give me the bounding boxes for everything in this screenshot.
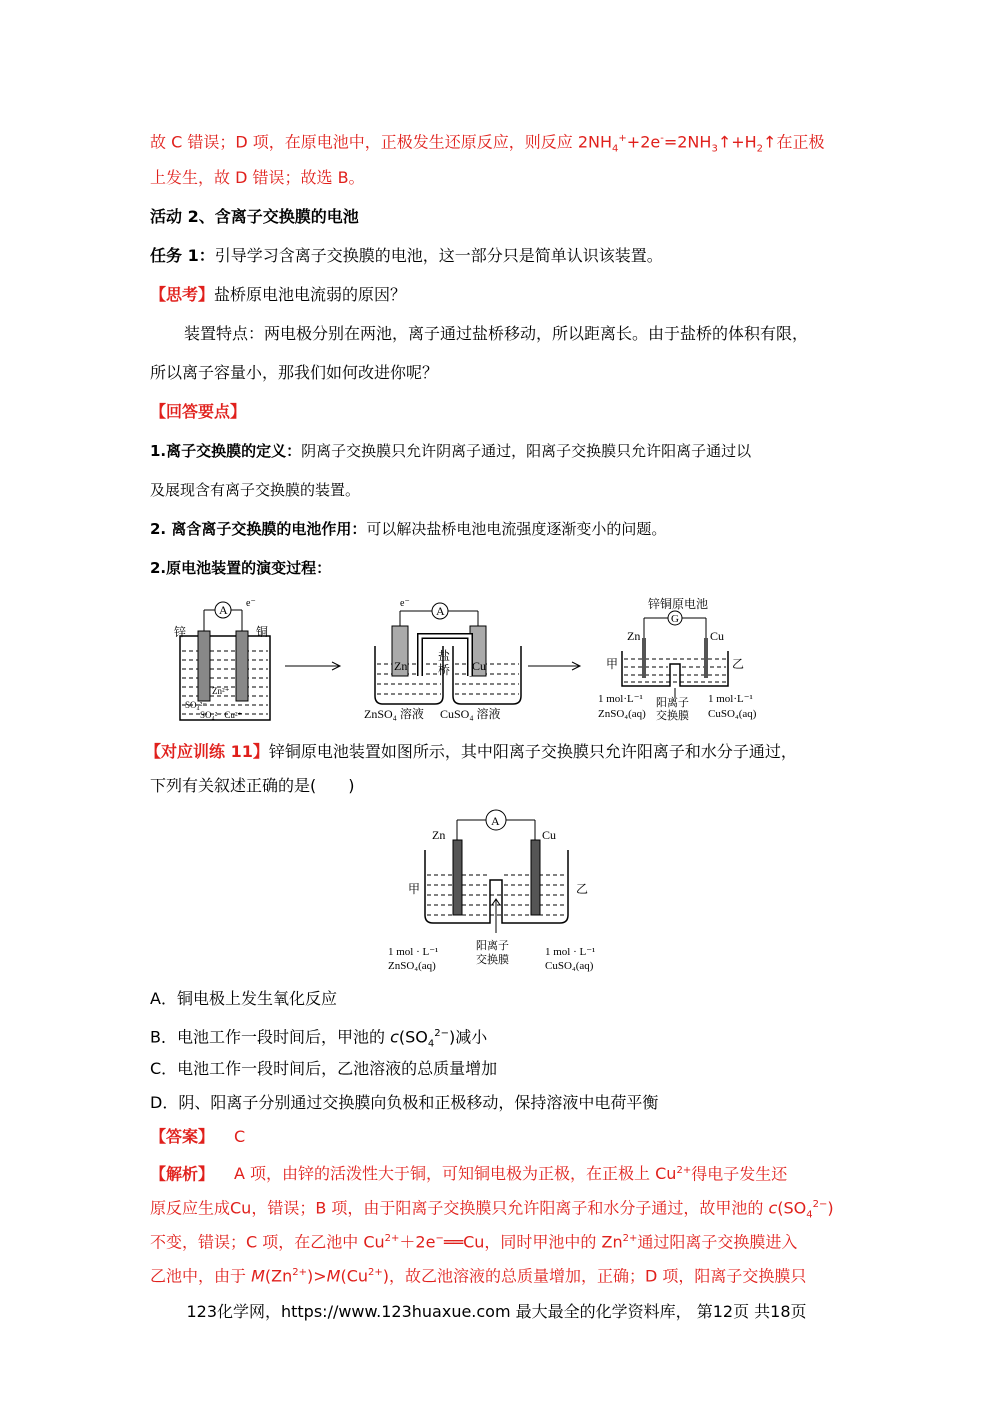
point1: [150, 440, 751, 462]
text-segment: ══Cu，同时甲池中的 Zn: [443, 1232, 623, 1252]
fig3-title: 锌铜原电池: [648, 597, 709, 611]
evolution-figure: [170, 596, 790, 726]
page-footer: 123化学网，https://www.123huaxue.com 最大最全的化学资料库， 第12页 共18页: [186, 1302, 807, 1321]
fig2-salt-bridge: [364, 598, 521, 721]
text-segment: c: [768, 1198, 778, 1218]
exercise: [145, 741, 797, 763]
fig1-bottom-ions: SO₄²⁻ Cu²⁺: [200, 710, 243, 720]
fig3-right-sol: CuSO₄(aq): [708, 708, 757, 720]
point1b: 及展现含有离子交换膜的装置。: [150, 481, 361, 499]
fig1-single-beaker: [174, 598, 270, 720]
think-label: 【思考】: [150, 285, 215, 304]
point2-text: 可以解决盐桥电池电流强度逐渐变小的问题。: [366, 520, 667, 538]
subscript: 4: [806, 1209, 813, 1221]
fig4-membrane2: 交换膜: [476, 954, 509, 966]
fig3-left-conc: 1 mol·L⁻¹: [598, 693, 643, 705]
option-c: C．电池工作一段时间后，乙池溶液的总质量增加: [150, 1059, 498, 1078]
superscript: 2+: [368, 1267, 383, 1278]
fig2-zn: Zn: [394, 659, 408, 673]
superscript: 2+: [676, 1165, 692, 1176]
analysis-line4: [150, 1262, 806, 1287]
text-segment: M: [326, 1266, 341, 1286]
fig4-membrane1: 阳离子: [476, 940, 509, 952]
text-segment: 原反应生成Cu，错误；B 项，由于阳离子交换膜只允许阳离子和水分子通过，故甲池的: [150, 1198, 769, 1218]
text-segment: (Cu: [340, 1266, 369, 1286]
analysis-prev-line2: 上发生，故 D 错误；故选 B。: [150, 168, 365, 187]
subscript: 3: [711, 143, 718, 155]
fig4-jia: 甲: [408, 882, 421, 896]
text-segment: 乙池中，由于: [150, 1266, 252, 1286]
task1-label: 任务 1：: [150, 246, 215, 265]
fig4-right-conc: 1 mol · L⁻¹: [545, 946, 596, 958]
fig3-zn: Zn: [627, 629, 641, 643]
option-b-c: c: [390, 1027, 399, 1047]
superscript: 2+: [622, 1233, 638, 1244]
exercise-text: 锌铜原电池装置如图所示，其中阳离子交换膜只允许阳离子和水分子通过，: [268, 742, 797, 761]
fig3-yi: 乙: [732, 657, 745, 671]
fig4-right-sol: CuSO₄(aq): [545, 960, 594, 972]
fig3-meter: G: [671, 613, 679, 625]
subscript: 2: [756, 143, 764, 155]
fig4-left-conc: 1 mol · L⁻¹: [388, 946, 439, 958]
analysis-line3: [150, 1228, 797, 1253]
text-segment: ＋2e: [399, 1232, 436, 1252]
text-segment: A 项，由锌的活泼性大于铜，可知铜电极为正极，在正极上 Cu: [234, 1164, 677, 1184]
text-segment: =2NH: [663, 132, 712, 152]
fig3-cu: Cu: [710, 629, 725, 643]
text-segment: )，故乙池溶液的总质量增加，正确；D 项，阳离子交换膜只: [382, 1266, 807, 1286]
fig3-jia: 甲: [606, 657, 619, 671]
fig1-zn-label: 锌: [174, 625, 187, 639]
text-segment: ↑在正极: [763, 132, 825, 152]
text-segment: ↑+H: [717, 132, 757, 152]
fig3-membrane2: 交换膜: [656, 710, 689, 722]
fig3-right-conc: 1 mol·L⁻¹: [708, 693, 753, 705]
fig1-meter: A: [219, 603, 228, 617]
superscript: 2+: [292, 1267, 307, 1278]
fig2-electron: e⁻: [400, 598, 410, 609]
fig1-electron: e⁻: [246, 598, 256, 609]
option-b-post: )减小: [449, 1027, 488, 1047]
fig4-yi: 乙: [576, 882, 589, 896]
fig1-so4: SO₄²⁻: [185, 700, 208, 710]
analysis-line1: [150, 1160, 787, 1185]
fig4-cu: Cu: [542, 828, 557, 842]
fig2-bridge2: 桥: [438, 663, 451, 677]
text-segment: 故 C 错误；D 项，在原电池中，正极发生还原反应，则反应 2NH: [150, 132, 613, 152]
superscript: −: [435, 1233, 444, 1244]
superscript: -: [660, 133, 664, 144]
point1-text: 阴离子交换膜只允许阴离子通过，阳离子交换膜只允许阳离子通过以: [301, 442, 752, 460]
answer-points-label: 【回答要点】: [150, 402, 247, 421]
text-segment: +2e: [626, 132, 661, 152]
subscript: 4: [612, 143, 619, 155]
fig4-left-sol: ZnSO₄(aq): [388, 960, 436, 972]
analysis-prev-line1: [150, 128, 824, 161]
point1-label: 1.离子交换膜的定义：: [150, 442, 302, 460]
fig1-cu-label: 铜: [256, 625, 269, 639]
fig2-bridge1: 盐: [438, 649, 451, 663]
superscript: 2−: [434, 1028, 449, 1039]
subscript: 4: [427, 1038, 435, 1050]
think: [150, 284, 406, 306]
point2: [150, 518, 666, 540]
text-segment: )>: [307, 1266, 327, 1286]
answer-label: 【答案】: [150, 1127, 215, 1146]
fig2-left-label: ZnSO₄ 溶液: [364, 707, 424, 721]
exercise-line2: 下列有关叙述正确的是( ): [150, 776, 355, 795]
text-segment: 得电子发生还: [691, 1164, 788, 1184]
text-segment: 通过阳离子交换膜进入: [637, 1232, 798, 1252]
option-b-formula: (SO: [398, 1027, 428, 1047]
task1: [150, 245, 663, 267]
fig2-cu: Cu: [472, 659, 487, 673]
device-line1: 装置特点：两电极分别在两池，离子通过盐桥移动，所以距离长。由于盐桥的体积有限，: [184, 324, 809, 343]
point2-label: 2. 离含离子交换膜的电池作用：: [150, 520, 367, 538]
analysis-label: 【解析】: [150, 1164, 215, 1184]
answer-value: C: [234, 1127, 246, 1146]
fig4-meter: A: [491, 814, 500, 828]
exercise-label: 【对应训练 11】: [145, 742, 269, 761]
task1-text: 引导学习含离子交换膜的电池，这一部分只是简单认识该装置。: [214, 246, 663, 265]
text-segment: 不变，错误；C 项，在乙池中 Cu: [150, 1232, 385, 1252]
fig2-right-label: CuSO₄ 溶液: [440, 707, 501, 721]
text-segment: M: [251, 1266, 265, 1286]
exercise-figure: [380, 805, 620, 975]
superscript: 2−: [812, 1199, 828, 1210]
point3: 2.原电池装置的演变过程：: [150, 559, 332, 577]
superscript: 2+: [384, 1233, 400, 1244]
analysis-line2: [150, 1194, 834, 1227]
text-segment: ): [827, 1198, 834, 1218]
text-segment: (SO: [777, 1198, 807, 1218]
superscript: +: [618, 133, 627, 144]
fig2-meter: A: [436, 604, 445, 618]
think-text: 盐桥原电池电流弱的原因？: [214, 285, 407, 304]
device-line2: 所以离子容量小，那我们如何改进你呢？: [150, 363, 439, 382]
fig3-left-sol: ZnSO₄(aq): [598, 708, 646, 720]
fig3-membrane1: 阳离子: [656, 697, 689, 709]
fig1-zn-ion: Zn²⁺: [212, 686, 230, 696]
text-segment: (Zn: [264, 1266, 293, 1286]
activity-title: 活动 2、含离子交换膜的电池: [150, 207, 359, 226]
fig3-membrane-cell: [598, 596, 757, 722]
option-a: A．铜电极上发生氧化反应: [150, 989, 337, 1008]
fig4-zn: Zn: [432, 828, 446, 842]
option-d: D．阴、阳离子分别通过交换膜向负极和正极移动，保持溶液中电荷平衡: [150, 1093, 659, 1112]
answer: [150, 1126, 245, 1148]
option-b: [150, 1023, 487, 1056]
option-b-pre: B．电池工作一段时间后，甲池的: [150, 1027, 391, 1047]
